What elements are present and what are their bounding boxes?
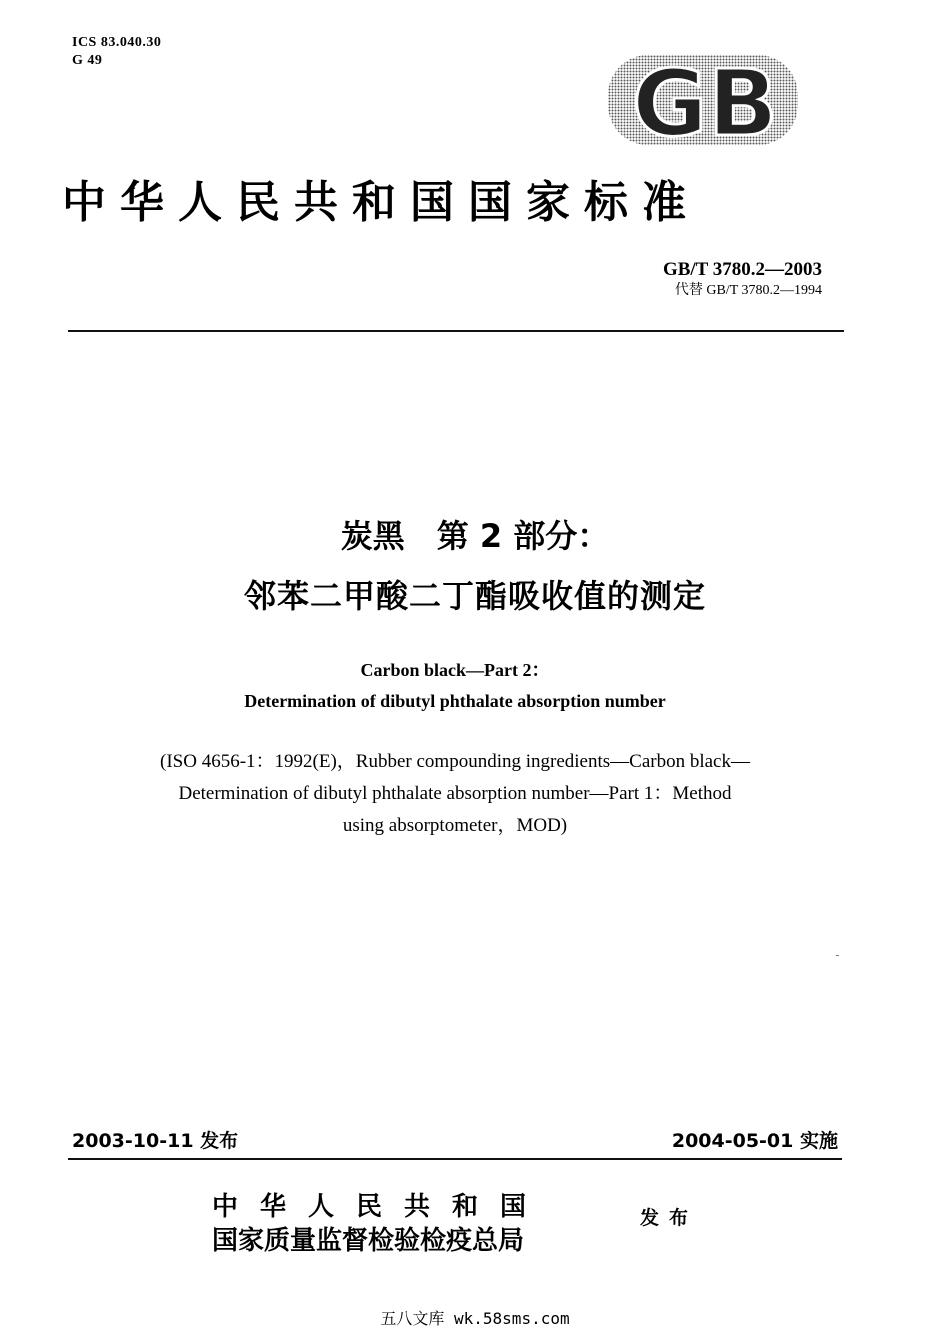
iso-reference-line2: Determination of dibutyl phthalate absorption number—Part 1：Method [178, 783, 732, 804]
gb-logo-text: GB [632, 55, 778, 145]
replaces-standard: 代替 GB/T 3780.2—1994 [674, 283, 822, 298]
header-divider [68, 330, 844, 332]
ccs-code: G 49 [72, 53, 103, 68]
footer-divider [68, 1158, 842, 1160]
standard-number: GB/T 3780.2—2003 [662, 259, 822, 280]
classification-codes [72, 34, 161, 70]
issuer-line2: 国家质量监督检验检疫总局 [212, 1226, 525, 1256]
english-title-line2: Determination of dibutyl phthalate absorption number [244, 691, 666, 711]
watermark: 五八文库 wk.58sms.com [380, 1309, 570, 1328]
scan-speck [836, 955, 839, 956]
issuing-authority [212, 1190, 622, 1258]
chinese-title-line2: 邻苯二甲酸二丁酯吸收值的测定 [243, 577, 706, 615]
standard-number-block [663, 258, 822, 300]
issuer-line1: 中华人民共和国 [212, 1192, 549, 1222]
iso-reference-line1: (ISO 4656-1：1992(E)，Rubber compounding ingredients—Carbon black— [160, 751, 750, 772]
issue-date: 2003-10-11 发布 [72, 1130, 239, 1152]
chinese-title-line1: 炭黑 第 2 部分： [340, 517, 610, 555]
english-title-line1: Carbon black—Part 2： [360, 660, 550, 680]
ics-code: ICS 83.040.30 [72, 35, 162, 50]
iso-reference-line3: using absorptometer，MOD) [342, 815, 568, 836]
national-standard-title: 中华人民共和国国家标准 [62, 177, 700, 228]
gb-logo [608, 55, 798, 145]
publish-label: 发布 [640, 1207, 699, 1229]
effective-date: 2004-05-01 实施 [671, 1130, 838, 1152]
